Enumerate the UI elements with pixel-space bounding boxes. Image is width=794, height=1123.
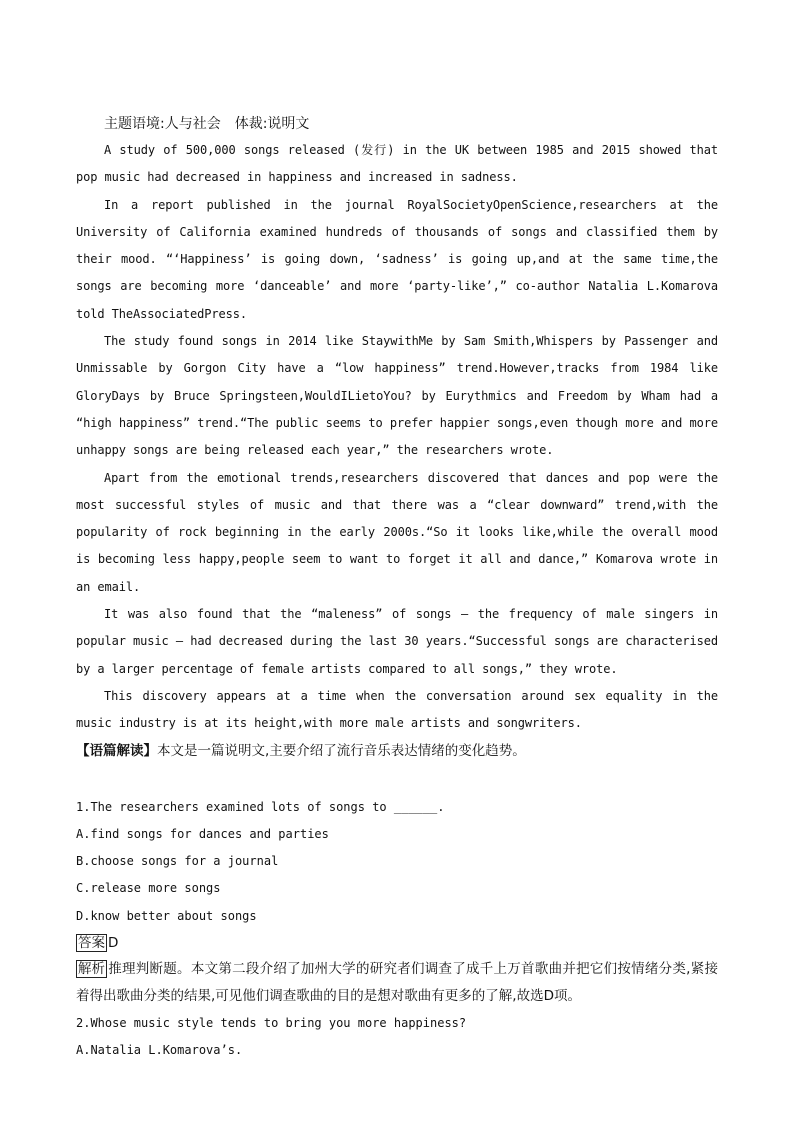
answer-label: 答案	[78, 935, 105, 952]
article-paragraph: Apart from the emotional trends,researchers discovered that dances and pop were the most successful styles of music and that there was a “clear downward” trend,with the popularity of rock beginning in the early 2000s.“So it looks like,while the overall mood is becoming less happy,people seem to want to forget it all and dance,” Komarova wrote in an email.	[76, 470, 718, 594]
article-paragraph: A study of 500,000 songs released (发行) in the UK between 1985 and 2015 showed that pop music had decreased in happiness and increased in sadness.	[76, 143, 718, 185]
option-b: B.choose songs for a journal	[76, 854, 279, 869]
question-2	[76, 1010, 718, 1065]
article-paragraph: This discovery appears at a time when the conversation around sex equality in the music industry is at its height,with more male artists and songwriters.	[76, 688, 718, 731]
option-a: A.find songs for dances and parties	[76, 826, 329, 841]
article-paragraph: It was also found that the “maleness” of songs — the frequency of male singers in popular music — had decreased during the last 30 years.“Successful songs are characterised by a larger percentage of female artists compared to all songs,” they wrote.	[76, 607, 718, 676]
article-body	[76, 137, 718, 738]
answer-value: D	[108, 935, 119, 952]
option-a: A.Natalia L.Komarova’s.	[76, 1043, 243, 1058]
questions-section	[76, 794, 718, 1065]
discourse-reading-text: 本文是一篇说明文,主要介绍了流行音乐表达情绪的变化趋势。	[157, 742, 526, 759]
question-stem: 2.Whose music style tends to bring you more happiness?	[76, 1016, 467, 1031]
question-stem: 1.The researchers examined lots of songs to ______.	[76, 799, 445, 814]
article-paragraph: The study found songs in 2014 like StaywithMe by Sam Smith,Whispers by Passenger and Unmissable by Gorgon City have a “low happiness” trend.However,tracks from 1984 like GloryDays by Bruce Springsteen,WouldILietoYou? by Eurythmics and Freedom by Wham had a “high happiness” trend.“The public seems to prefer happier songs,even though more and more unhappy songs are being released each year,” the researchers wrote.	[76, 334, 718, 458]
article-paragraph: In a report published in the journal RoyalSocietyOpenScience,researchers at the University of California examined hundreds of thousands of songs and classified them by their mood. “‘Happiness’ is going down, ‘sadness’ is going up,and at the same time,the songs are becoming more ‘danceable’ and more ‘party-like’,” co-author Natalia L.Komarova told TheAssociatedPress.	[76, 197, 718, 321]
question-1	[76, 794, 718, 1010]
document-page	[76, 111, 718, 1065]
answer-line	[76, 930, 718, 956]
topic-heading: 主题语境:人与社会 体裁:说明文	[104, 116, 310, 132]
discourse-reading-label: 【语篇解读】	[76, 742, 157, 759]
option-d: D.know better about songs	[76, 908, 257, 923]
option-c: C.release more songs	[76, 881, 221, 896]
analysis-text: 推理判断题。本文第二段介绍了加州大学的研究者们调查了成千上万首歌曲并把它们按情绪分类,紧接着得出歌曲分类的结果,可见他们调查歌曲的目的是想对歌曲有更多的了解,故选D项。	[76, 961, 718, 1005]
analysis-label: 解析	[78, 961, 105, 978]
analysis-block	[76, 956, 718, 1010]
discourse-reading	[76, 738, 718, 764]
